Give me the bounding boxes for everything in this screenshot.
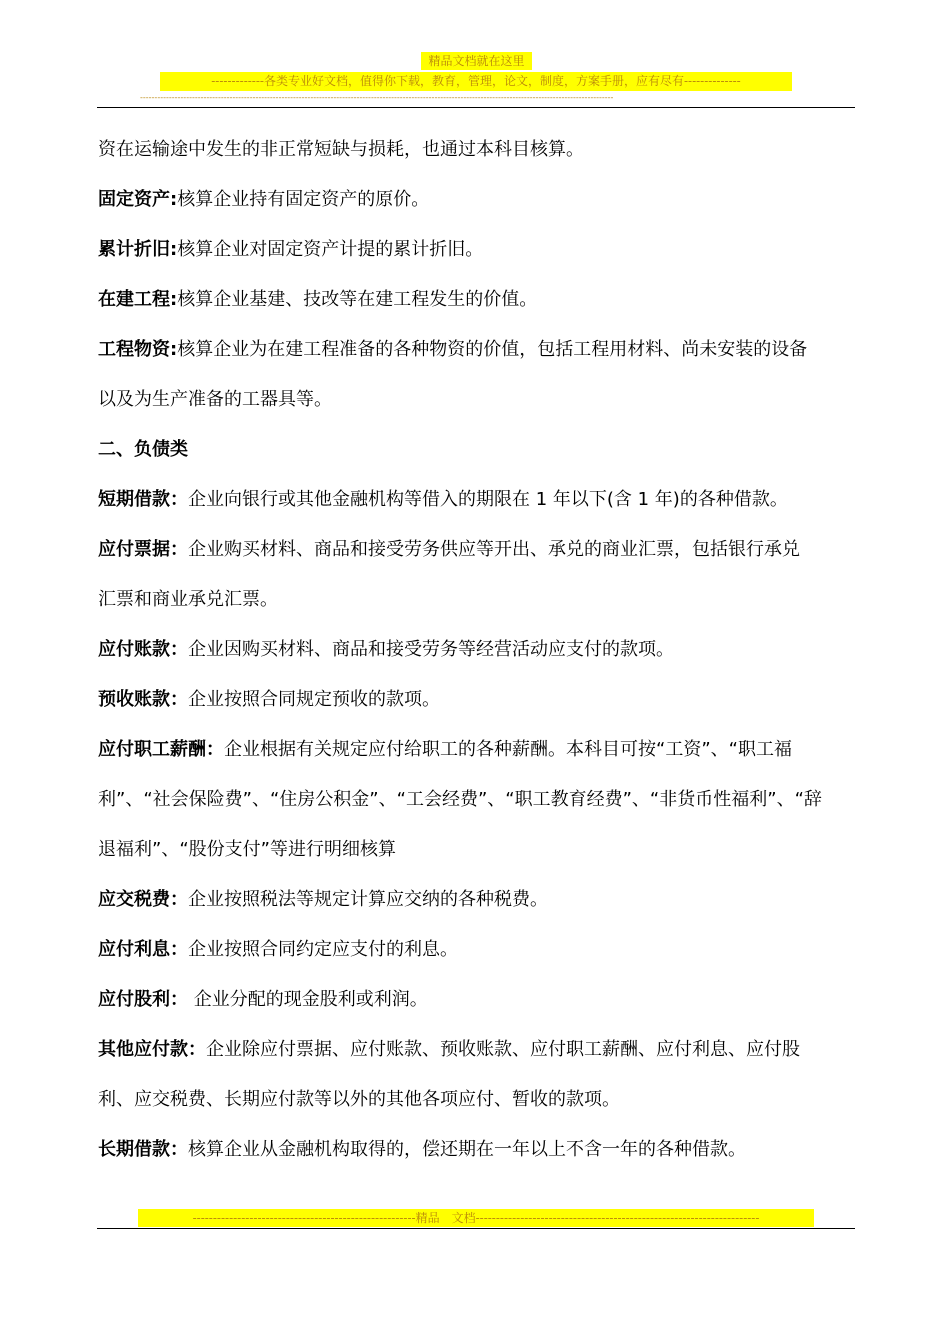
entry-fixed-assets [98,175,858,225]
entry-term: 应付股利： [98,989,188,1010]
entry-interest-payable [98,925,858,975]
footer-banner: -------------------------------------------------------精品 文档---------------------------------------------------------------------- [138,1209,814,1227]
entry-term: 在建工程: [98,289,178,310]
header-dashes: -------------------------------------------------------------------------------------------------------------------------------------------------------------------- [140,93,614,102]
entry-continuation [98,375,858,425]
entry-accounts-payable [98,625,858,675]
entry-text: 企业按照合同规定预收的款项。 [188,689,440,710]
entry-text: 企业因购买材料、商品和接受劳务等经营活动应支付的款项。 [188,639,674,660]
entry-text: 核算企业基建、技改等在建工程发生的价值。 [177,289,538,310]
entry-text: 企业购买材料、商品和接受劳务供应等开出、承兑的商业汇票，包括银行承兑 [188,539,800,560]
entry-engineering-materials [98,325,858,375]
entry-term: 固定资产: [98,189,178,210]
entry-text: 以及为生产准备的工器具等。 [98,389,332,410]
entry-term: 应交税费： [98,889,188,910]
entry-term: 应付职工薪酬： [98,739,224,760]
section-heading-liabilities [98,425,858,475]
entry-text: 企业按照税法等规定计算应交纳的各种税费。 [188,889,548,910]
entry-term: 短期借款： [98,489,188,510]
entry-text: 退福利”、“股份支付”等进行明细核算 [98,839,396,860]
entry-text: 企业根据有关规定应付给职工的各种薪酬。本科目可按“工资”、“职工福 [224,739,792,760]
entry-short-term-loans [98,475,858,525]
entry-term: 预收账款： [98,689,188,710]
entry-long-term-loans [98,1125,858,1175]
footer-rule [97,1228,855,1229]
entry-text: 企业分配的现金股利或利润。 [188,989,428,1010]
entry-other-payables [98,1025,858,1075]
entry-continuation [98,775,858,825]
entry-advance-receipts [98,675,858,725]
header-rule [97,107,855,108]
entry-employee-compensation [98,725,858,775]
entry-text: 企业向银行或其他金融机构等借入的期限在 1 年以下(含 1 年)的各种借款。 [188,489,788,510]
entry-text: 核算企业对固定资产计提的累计折旧。 [177,239,484,260]
entry-term: 应付票据： [98,539,188,560]
entry-text: 汇票和商业承兑汇票。 [98,589,278,610]
entry-term: 应付账款： [98,639,188,660]
paragraph-text: 资在运输途中发生的非正常短缺与损耗，也通过本科目核算。 [98,139,584,160]
paragraph-continuation [98,125,858,175]
entry-term: 其他应付款： [98,1039,206,1060]
entry-term: 累计折旧: [98,239,178,260]
document-body [98,125,858,1175]
entry-term: 长期借款： [98,1139,188,1160]
entry-text: 利、应交税费、长期应付款等以外的其他各项应付、暂收的款项。 [98,1089,620,1110]
entry-taxes-payable [98,875,858,925]
entry-notes-payable [98,525,858,575]
section-title: 二、负债类 [98,439,188,460]
header-subtitle: -------------各类专业好文档，值得你下载，教育，管理，论文，制度，方案手册，应有尽有-------------- [160,72,792,91]
entry-term: 应付利息： [98,939,188,960]
entry-text: 企业按照合同约定应支付的利息。 [188,939,458,960]
entry-construction-in-progress [98,275,858,325]
entry-continuation [98,825,858,875]
entry-text: 核算企业从金融机构取得的，偿还期在一年以上不含一年的各种借款。 [188,1139,746,1160]
entry-text: 利”、“社会保险费”、“住房公积金”、“工会经费”、“职工教育经费”、“非货币性福利”、“辞 [98,789,822,810]
entry-accumulated-depreciation [98,225,858,275]
entry-text: 核算企业为在建工程准备的各种物资的价值，包括工程用材料、尚未安装的设备 [177,339,808,360]
header-title: 精品文档就在这里 [421,52,532,70]
entry-continuation [98,1075,858,1125]
entry-term: 工程物资: [98,339,178,360]
entry-dividends-payable [98,975,858,1025]
entry-text: 企业除应付票据、应付账款、预收账款、应付职工薪酬、应付利息、应付股 [206,1039,800,1060]
entry-text: 核算企业持有固定资产的原价。 [177,189,430,210]
entry-continuation [98,575,858,625]
